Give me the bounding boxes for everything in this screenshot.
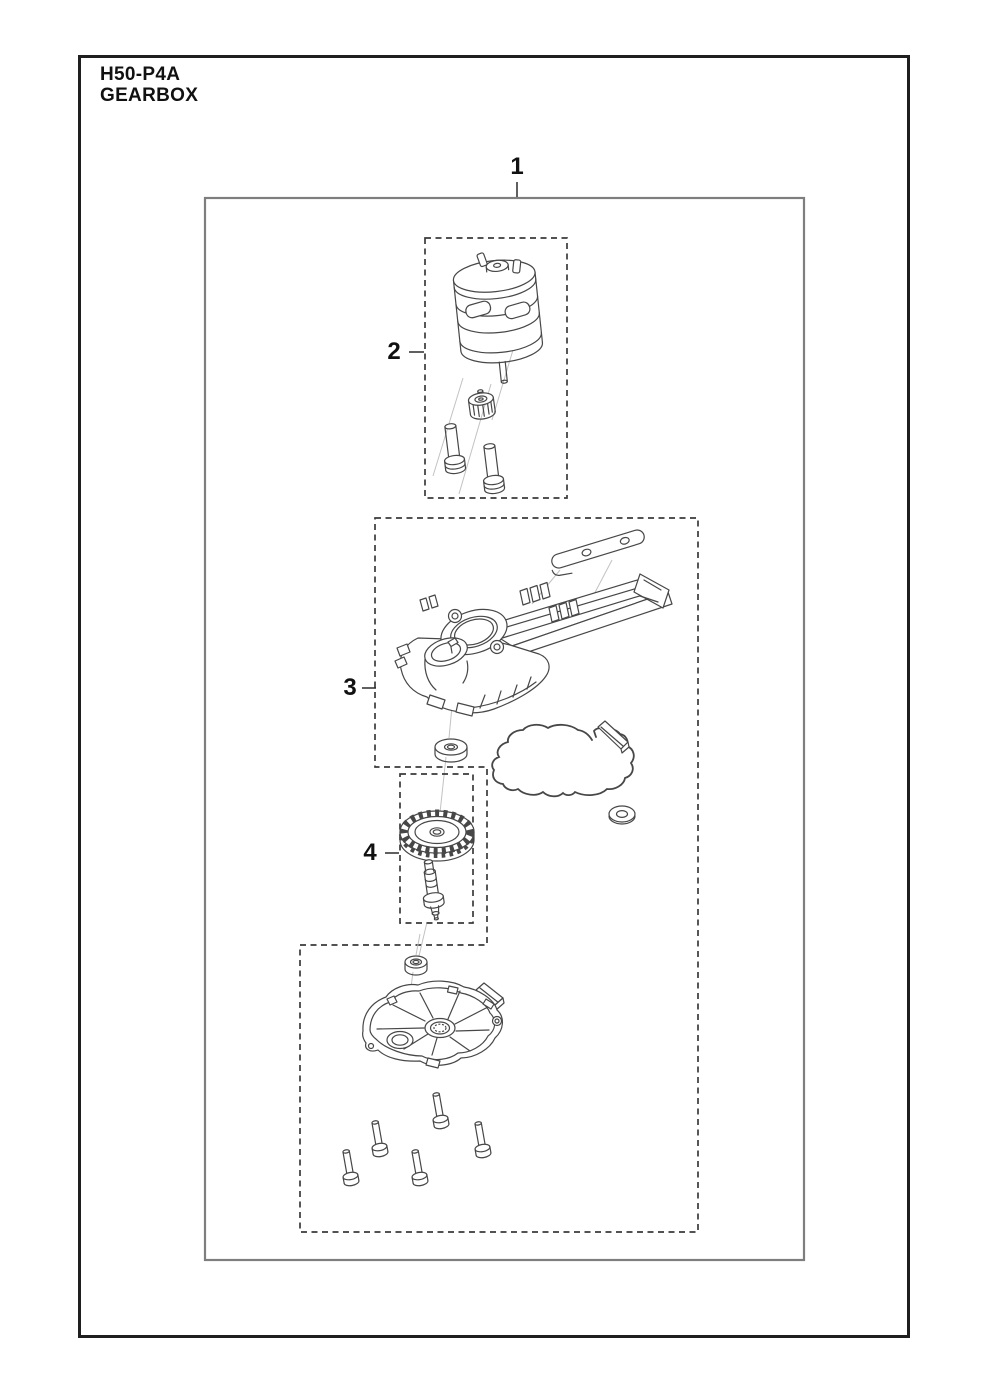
callout-1: 1 bbox=[510, 153, 524, 180]
gear-shaft-illustration bbox=[418, 858, 446, 921]
flat-washer-illustration bbox=[609, 806, 635, 824]
spacer-washer-illustration bbox=[405, 956, 427, 975]
blade-bar-illustration bbox=[548, 528, 648, 578]
cover-screw-illustration bbox=[428, 1092, 449, 1130]
page-title: GEARBOX bbox=[100, 85, 199, 106]
callout-2: 2 bbox=[387, 338, 401, 365]
assembly-boundary bbox=[205, 198, 804, 1260]
gearbox-housing-illustration bbox=[395, 574, 672, 716]
flanged-washer-illustration bbox=[435, 739, 467, 762]
explode-guide-lines bbox=[433, 350, 513, 494]
electric-motor-illustration bbox=[451, 247, 546, 387]
gearbox-cover-illustration bbox=[363, 981, 503, 1068]
gear-shaft-group bbox=[385, 774, 474, 923]
callout-3: 3 bbox=[343, 674, 357, 701]
gearbox-assembly-group bbox=[300, 518, 698, 1232]
cover-screw-illustration bbox=[407, 1149, 428, 1187]
motor-kit-group bbox=[409, 238, 567, 498]
motor-screw-illustration bbox=[479, 443, 505, 495]
cover-screw-illustration bbox=[367, 1120, 388, 1158]
model-number: H50-P4A bbox=[100, 64, 181, 85]
motor-screw-illustration bbox=[440, 423, 466, 475]
callout-4: 4 bbox=[363, 839, 377, 866]
cover-screw-illustration bbox=[338, 1149, 359, 1187]
cover-screw-illustration bbox=[470, 1121, 491, 1159]
crown-gear-illustration bbox=[400, 811, 474, 861]
